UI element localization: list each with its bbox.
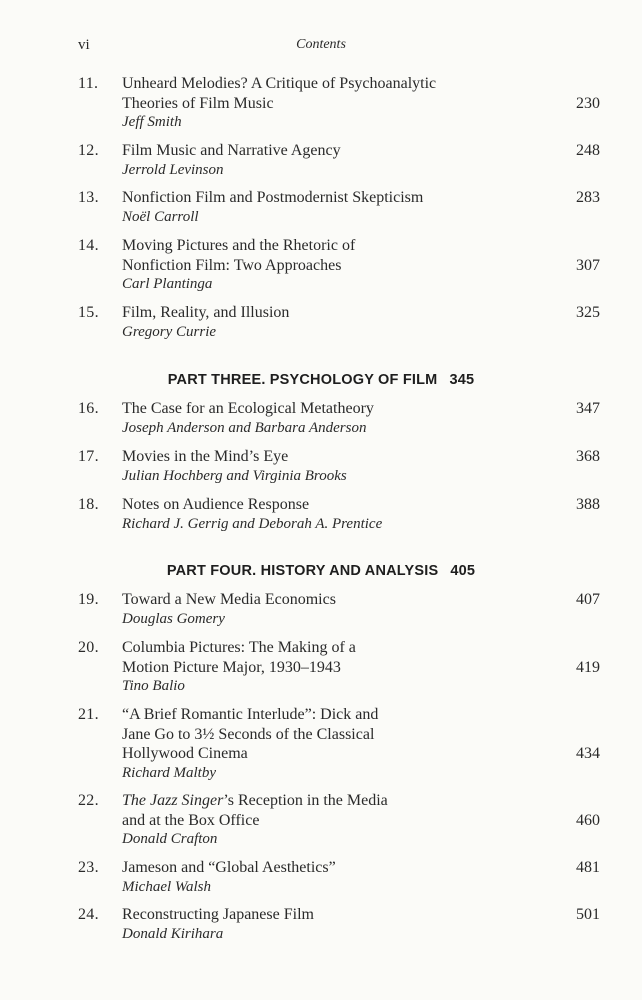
- entry-title-line: Nonfiction Film: Two Approaches: [122, 256, 342, 274]
- entry-author: Jerrold Levinson: [122, 161, 224, 178]
- entry-page-number: 434: [576, 745, 600, 762]
- entry-body: [122, 791, 542, 850]
- entry-page-number: 230: [576, 94, 600, 112]
- entry-number: 13.: [78, 189, 99, 206]
- entry-number: 19.: [78, 591, 99, 608]
- entry-author: Richard J. Gerrig and Deborah A. Prentice: [122, 515, 383, 532]
- entry-author: Tino Balio: [122, 678, 185, 694]
- entry-body: [122, 705, 542, 783]
- entry-number: 24.: [78, 906, 99, 923]
- entry-title-line: Movies in the Mind’s Eye: [122, 448, 289, 465]
- entry-title-line: [122, 791, 542, 811]
- entry-title-rest: ’s Reception in the Media: [223, 792, 388, 809]
- entry-author: Julian Hochberg and Virginia Brooks: [122, 467, 347, 484]
- entry-body: [122, 638, 542, 697]
- entry-body: [122, 303, 542, 342]
- entry-number: 17.: [78, 448, 99, 465]
- entry-title-line: Jameson and “Global Aesthetics”: [122, 859, 336, 876]
- entry-body: [122, 399, 542, 438]
- entry-body: [122, 188, 542, 227]
- entry-number: 14.: [78, 237, 99, 254]
- entry-title-line: “A Brief Romantic Interlude”: Dick and: [122, 706, 379, 723]
- entry-number: 22.: [78, 792, 99, 809]
- entry-title-line: Film, Reality, and Illusion: [122, 304, 290, 321]
- entry-page-number: 407: [576, 591, 600, 608]
- entry-number: 12.: [78, 142, 99, 159]
- entry-page-number: 388: [576, 496, 600, 513]
- entry-body: [122, 74, 542, 133]
- part-title: PART THREE. PSYCHOLOGY OF FILM: [167, 372, 438, 388]
- part-page-number: 405: [450, 563, 476, 579]
- entry-author: Noël Carroll: [122, 208, 199, 225]
- entry-page-number: 248: [576, 142, 600, 159]
- entry-title-line: Toward a New Media Economics: [122, 591, 336, 608]
- entry-title-line: Reconstructing Japanese Film: [122, 906, 314, 923]
- entry-body: [122, 590, 542, 629]
- entry-title-line: Nonfiction Film and Postmodernist Skepticism: [122, 189, 424, 206]
- entry-title-line: Hollywood Cinema: [122, 745, 248, 762]
- entry-body: [122, 495, 542, 534]
- entry-title-line: Unheard Melodies? A Critique of Psychoanalytic: [122, 75, 437, 92]
- part-heading-three[interactable]: [0, 372, 642, 388]
- entry-body: [122, 858, 542, 897]
- part-page-number: 345: [449, 372, 475, 388]
- entry-page-number: 283: [576, 189, 600, 206]
- entry-author: Jeff Smith: [122, 114, 182, 130]
- entry-number: 23.: [78, 859, 99, 876]
- entry-author: Joseph Anderson and Barbara Anderson: [122, 419, 367, 436]
- entry-page-number: 325: [576, 304, 600, 321]
- entry-number: 11.: [78, 75, 99, 92]
- entry-title-line: Film Music and Narrative Agency: [122, 142, 341, 159]
- entry-author: Michael Walsh: [122, 878, 212, 895]
- entry-author: Carl Plantinga: [122, 276, 213, 292]
- running-head: [0, 37, 642, 57]
- film-title-italic: The Jazz Singer: [122, 792, 224, 809]
- entry-title-line: Columbia Pictures: The Making of a: [122, 639, 356, 656]
- entry-page-number: 347: [576, 400, 600, 417]
- running-title: Contents: [296, 37, 346, 52]
- entry-body: [122, 905, 542, 944]
- entry-page-number: 307: [576, 256, 600, 274]
- entry-author: Donald Crafton: [122, 831, 218, 847]
- part-title: PART FOUR. HISTORY AND ANALYSIS: [166, 563, 439, 579]
- entry-title-line: The Case for an Ecological Metatheory: [122, 400, 374, 417]
- entry-body: [122, 447, 542, 486]
- entry-page-number: 419: [576, 658, 600, 676]
- entry-author: Richard Maltby: [122, 764, 217, 781]
- entry-number: 20.: [78, 639, 99, 656]
- entry-number: 15.: [78, 304, 99, 321]
- entry-number: 21.: [78, 706, 99, 723]
- entry-author: Douglas Gomery: [122, 610, 225, 627]
- part-heading-four[interactable]: [0, 563, 642, 579]
- entry-title-line: Moving Pictures and the Rhetoric of: [122, 237, 356, 254]
- page-folio: vi: [78, 37, 90, 53]
- entry-author: Gregory Currie: [122, 323, 217, 340]
- entry-page-number: 460: [576, 811, 600, 829]
- entry-number: 18.: [78, 496, 99, 513]
- entry-number: 16.: [78, 400, 99, 417]
- entry-title-line: Motion Picture Major, 1930–1943: [122, 658, 341, 676]
- entry-page-number: 368: [576, 448, 600, 465]
- entry-body: [122, 141, 542, 180]
- entry-page-number: 481: [576, 859, 600, 876]
- entry-title-line: and at the Box Office: [122, 811, 260, 829]
- entry-author: Donald Kirihara: [122, 925, 224, 942]
- entry-page-number: 501: [576, 906, 600, 923]
- entry-title-line: Theories of Film Music: [122, 94, 274, 112]
- entry-title-line: Notes on Audience Response: [122, 496, 310, 513]
- entry-title-line: Jane Go to 3½ Seconds of the Classical: [122, 725, 375, 743]
- entry-body: [122, 236, 542, 295]
